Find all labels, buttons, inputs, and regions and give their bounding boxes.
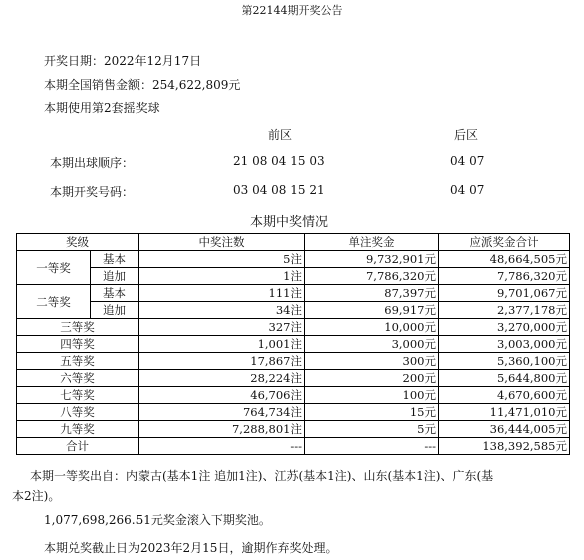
table-row: [17, 268, 570, 285]
draw-numbers-front: 03 04 08 15 21: [233, 183, 325, 197]
prize-count: 111注: [139, 285, 305, 302]
prize-amount: 69,917元: [305, 302, 439, 319]
header-level: 奖级: [17, 234, 139, 251]
prize-count: 28,224注: [139, 370, 305, 387]
prize-total: 36,444,005元: [439, 421, 570, 438]
prize-total: 9,701,067元: [439, 285, 570, 302]
draw-order-label: 本期出球顺序：: [50, 156, 135, 170]
draw-numbers-label: 本期开奖号码：: [50, 185, 135, 199]
prize-total: 11,471,010元: [439, 404, 570, 421]
table-row: [17, 353, 570, 370]
prize-total: 3,003,000元: [439, 336, 570, 353]
prize-level: 三等奖: [17, 319, 139, 336]
prize-level: 八等奖: [17, 404, 139, 421]
table-row: [17, 421, 570, 438]
ball-set: 本期使用第2套摇奖球: [44, 101, 160, 115]
table-row: [17, 302, 570, 319]
prize-total: 2,377,178元: [439, 302, 570, 319]
prize-count: 764,734注: [139, 404, 305, 421]
sales-amount: 本期全国销售金额：254,622,809元: [44, 78, 241, 92]
sub-level: 基本: [91, 285, 139, 302]
table-caption: 本期中奖情况: [250, 215, 329, 230]
total-count: ---: [139, 438, 305, 455]
prize-amount: 3,000元: [305, 336, 439, 353]
prize-amount: 9,732,901元: [305, 251, 439, 268]
prize-total: 5,644,800元: [439, 370, 570, 387]
prize-count: 17,867注: [139, 353, 305, 370]
prize-total: 3,270,000元: [439, 319, 570, 336]
prize-count: 34注: [139, 302, 305, 319]
table-row: [17, 285, 570, 302]
header-amount: 单注奖金: [305, 234, 439, 251]
first-prize-origin-line2: 本2注)。: [12, 489, 61, 503]
second-prize-label: 二等奖: [17, 285, 91, 319]
prize-level: 九等奖: [17, 421, 139, 438]
first-prize-origin-line1: 本期一等奖出自：内蒙古(基本1注 追加1注)、江苏(基本1注)、山东(基本1注)、广东(基: [30, 469, 494, 483]
prize-level: 五等奖: [17, 353, 139, 370]
prize-total: 7,786,320元: [439, 268, 570, 285]
first-prize-label: 一等奖: [17, 251, 91, 285]
table-total-row: [17, 438, 570, 455]
draw-order-front: 21 08 04 15 03: [233, 154, 325, 168]
prize-level: 四等奖: [17, 336, 139, 353]
table-row: [17, 319, 570, 336]
prize-count: 1注: [139, 268, 305, 285]
table-header-row: [17, 234, 570, 251]
table-row: [17, 404, 570, 421]
prize-amount: 7,786,320元: [305, 268, 439, 285]
rollover-note: 1,077,698,266.51元奖金滚入下期奖池。: [44, 513, 271, 527]
prize-amount: 10,000元: [305, 319, 439, 336]
draw-order-back: 04 07: [450, 154, 485, 168]
prize-table: [16, 233, 570, 455]
draw-date: 开奖日期：2022年12月17日: [44, 54, 202, 68]
prize-total: 48,664,505元: [439, 251, 570, 268]
sub-level: 基本: [91, 251, 139, 268]
prize-total: 4,670,600元: [439, 387, 570, 404]
prize-amount: 300元: [305, 353, 439, 370]
prize-total: 5,360,100元: [439, 353, 570, 370]
page-title: 第22144期开奖公告: [241, 4, 343, 17]
prize-count: 5注: [139, 251, 305, 268]
prize-amount: 200元: [305, 370, 439, 387]
prize-amount: 87,397元: [305, 285, 439, 302]
total-amount: ---: [305, 438, 439, 455]
table-row: [17, 336, 570, 353]
prize-count: 327注: [139, 319, 305, 336]
back-zone-header: 后区: [454, 128, 479, 142]
prize-amount: 100元: [305, 387, 439, 404]
prize-count: 7,288,801注: [139, 421, 305, 438]
table-row: [17, 251, 570, 268]
sub-level: 追加: [91, 302, 139, 319]
prize-count: 1,001注: [139, 336, 305, 353]
prize-amount: 15元: [305, 404, 439, 421]
table-row: [17, 387, 570, 404]
header-total: 应派奖金合计: [439, 234, 570, 251]
grand-total: 138,392,585元: [439, 438, 570, 455]
prize-amount: 5元: [305, 421, 439, 438]
header-count: 中奖注数: [139, 234, 305, 251]
table-row: [17, 370, 570, 387]
draw-numbers-back: 04 07: [450, 183, 485, 197]
sub-level: 追加: [91, 268, 139, 285]
prize-level: 七等奖: [17, 387, 139, 404]
total-label: 合计: [17, 438, 139, 455]
prize-level: 六等奖: [17, 370, 139, 387]
deadline-note: 本期兑奖截止日为2023年2月15日，逾期作弃奖处理。: [44, 541, 338, 555]
prize-count: 46,706注: [139, 387, 305, 404]
front-zone-header: 前区: [268, 128, 293, 142]
